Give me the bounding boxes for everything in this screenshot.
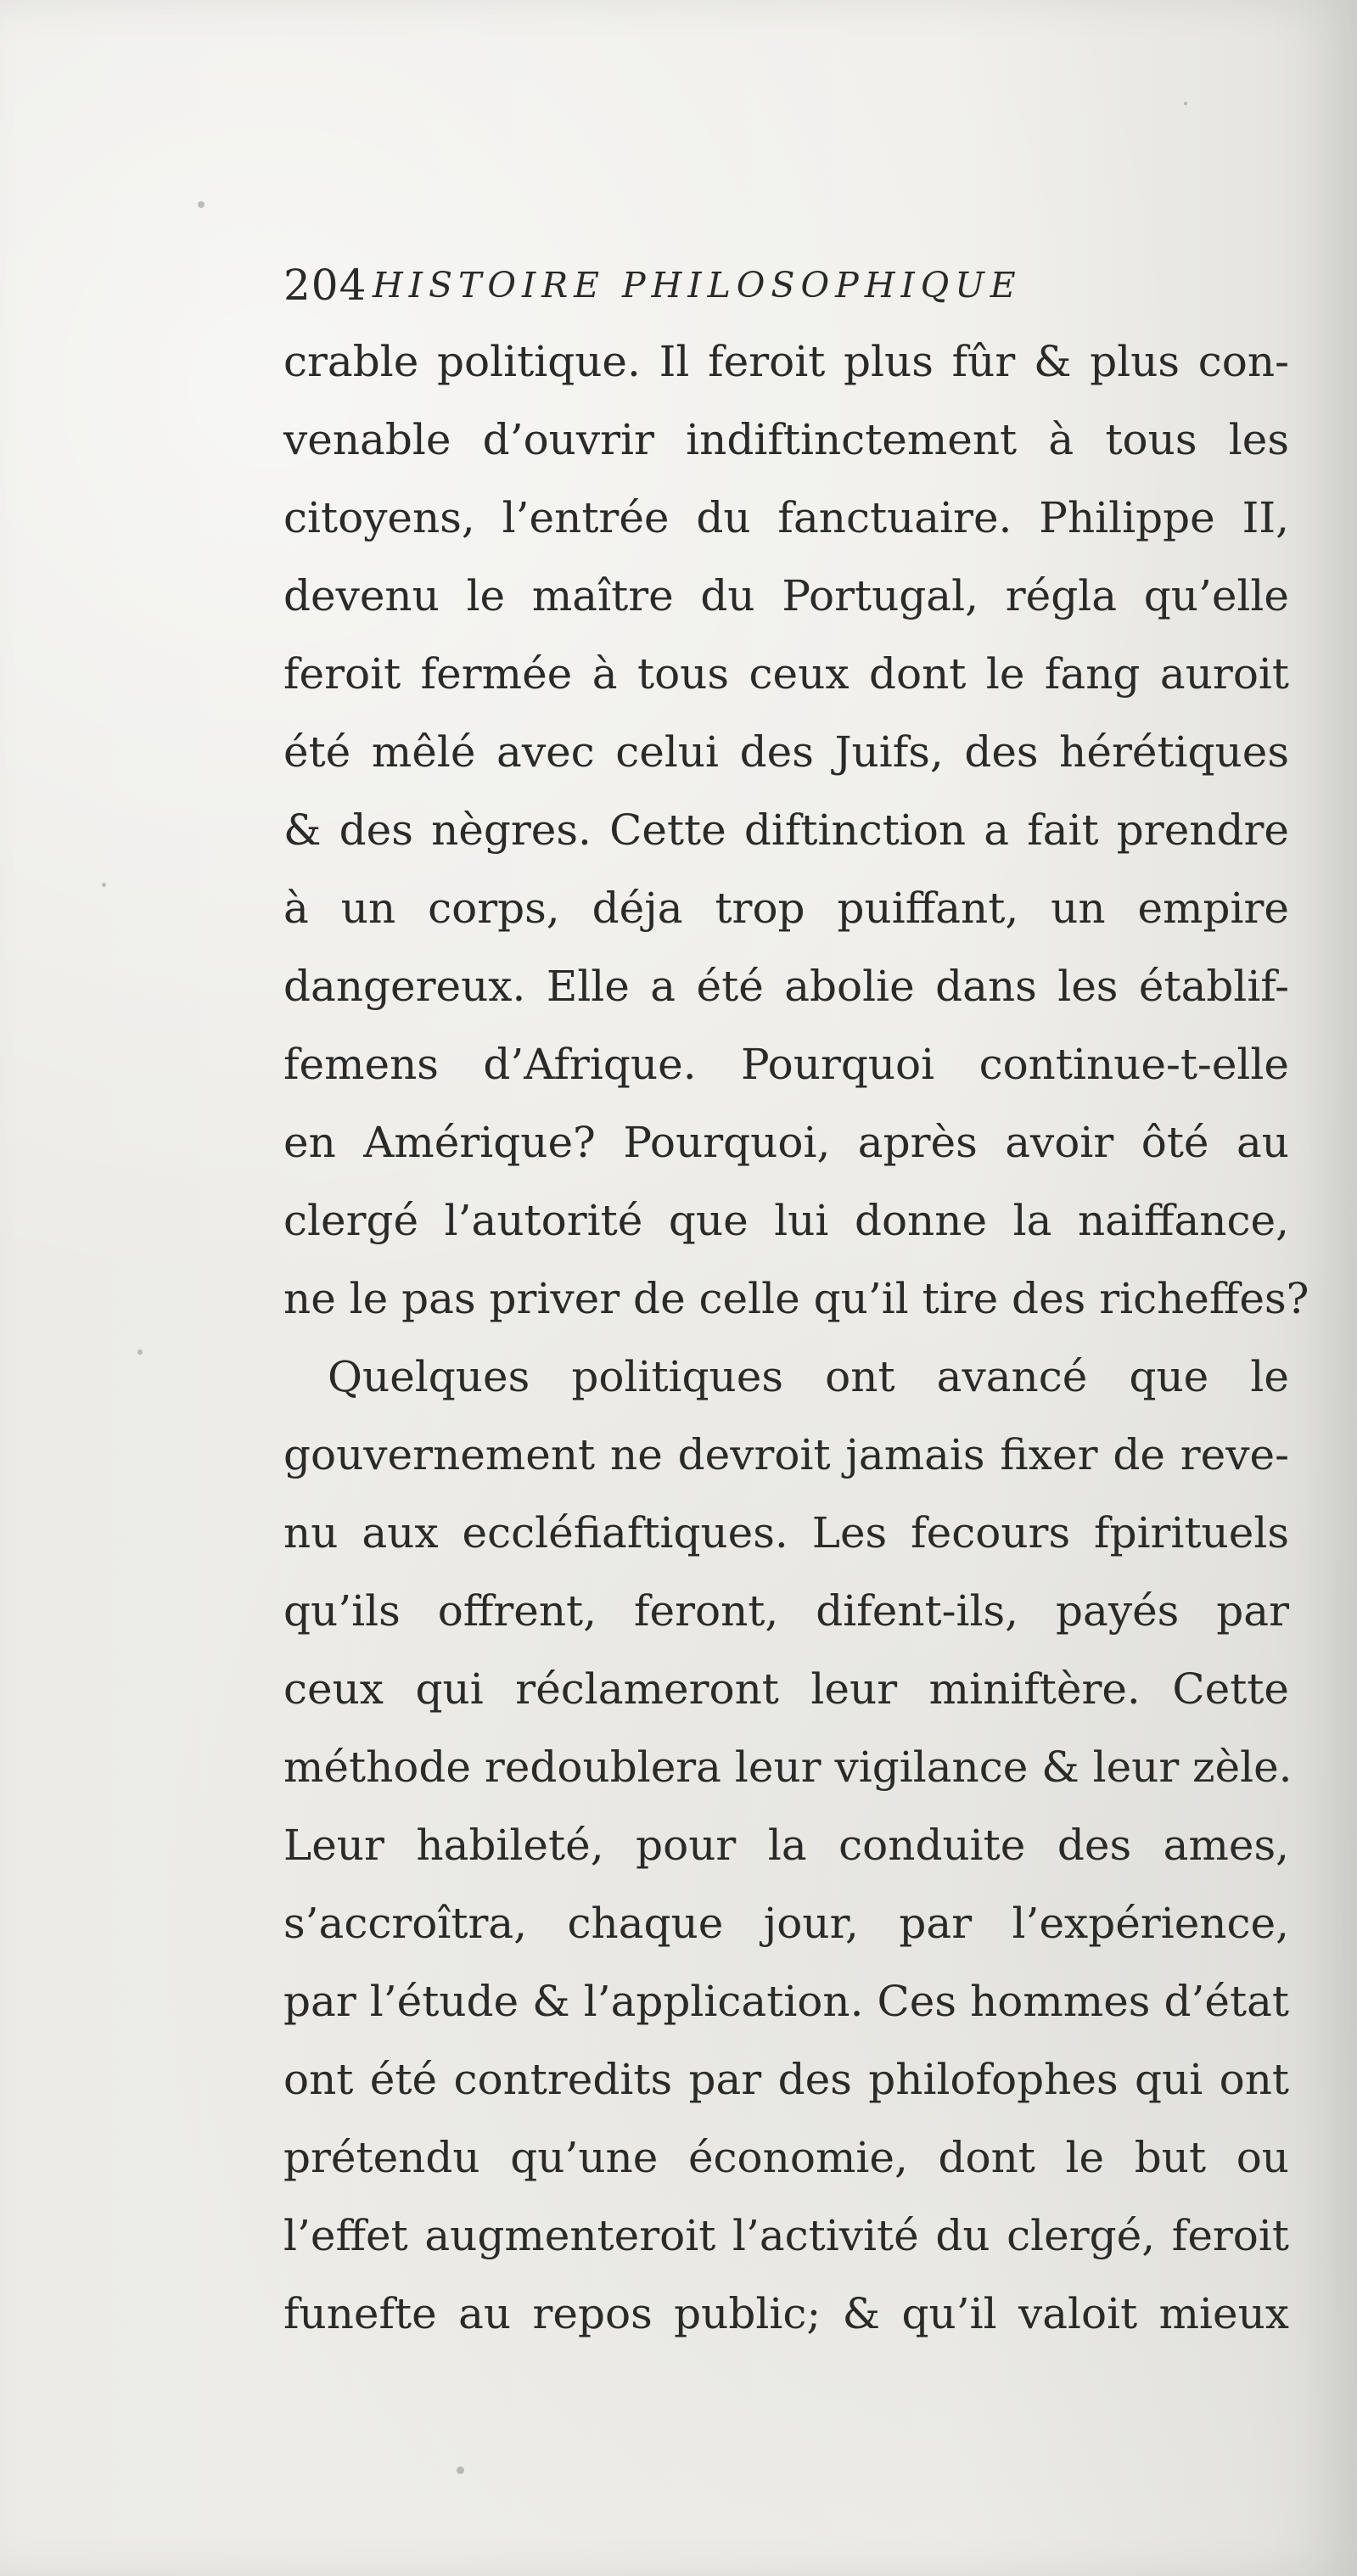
page-number: 204 [283,261,367,310]
text-line: crable politique. Il feroit plus fûr & plus con- [283,337,1289,386]
text-line: par l’étude & l’application. Ces hommes d’état [283,1977,1289,2026]
page-header [283,255,1302,323]
text-line: nu aux eccléfiaftiques. Les fecours fpirituels [283,1508,1289,1557]
text-line: feroit fermée à tous ceux dont le fang auroit [283,649,1289,699]
paper-speckle [102,883,106,887]
text-line: méthode redoublera leur vigilance & leur zèle. [283,1743,1293,1792]
text-line: en Amérique? Pourquoi, après avoir ôté au [283,1118,1289,1167]
text-line: ceux qui réclameront leur miniftère. Cette [283,1664,1289,1714]
text-line: s’accroîtra, chaque jour, par l’expérience, [283,1899,1289,1948]
text-line: devenu le maître du Portugal, régla qu’elle [283,571,1289,620]
text-line: prétendu qu’une économie, dont le but ou [283,2133,1289,2182]
text-line: l’effet augmenteroit l’activité du clergé, feroit [283,2211,1289,2260]
text-line: venable d’ouvrir indiftinctement à tous les [283,415,1289,464]
text-line: clergé l’autorité que lui donne la naiffance, [283,1196,1289,1245]
running-title: HISTOIRE PHILOSOPHIQUE [373,265,1022,306]
text-line: & des nègres. Cette diftinction a fait prendre [283,805,1289,855]
text-line: été mêlé avec celui des Juifs, des hérétiques [283,727,1289,777]
text-line: gouvernement ne devroit jamais fixer de reve- [283,1430,1289,1479]
paper-speckle [457,2467,464,2474]
paper-speckle [137,1350,143,1355]
text-line: femens d’Afrique. Pourquoi continue-t-elle [283,1040,1289,1089]
text-line: à un corps, déja trop puiffant, un empire [283,884,1289,933]
text-line: citoyens, l’entrée du fanctuaire. Philippe II, [283,493,1289,542]
text-line: ne le pas priver de celle qu’il tire des richeffes? [283,1274,1309,1323]
paper-speckle [198,201,205,208]
paragraph-first-line: Quelques politiques ont avancé que le [328,1352,1289,1401]
text-line: Leur habileté, pour la conduite des ames, [283,1821,1289,1870]
paper-speckle [1184,102,1187,105]
text-line: qu’ils offrent, feront, difent-ils, payés par [283,1586,1289,1636]
text-line: ont été contredits par des philofophes qui ont [283,2055,1289,2104]
text-line: dangereux. Elle a été abolie dans les établif- [283,962,1289,1011]
body-text [283,323,1309,2353]
text-line: funefte au repos public; & qu’il valoit mieux [283,2289,1289,2338]
